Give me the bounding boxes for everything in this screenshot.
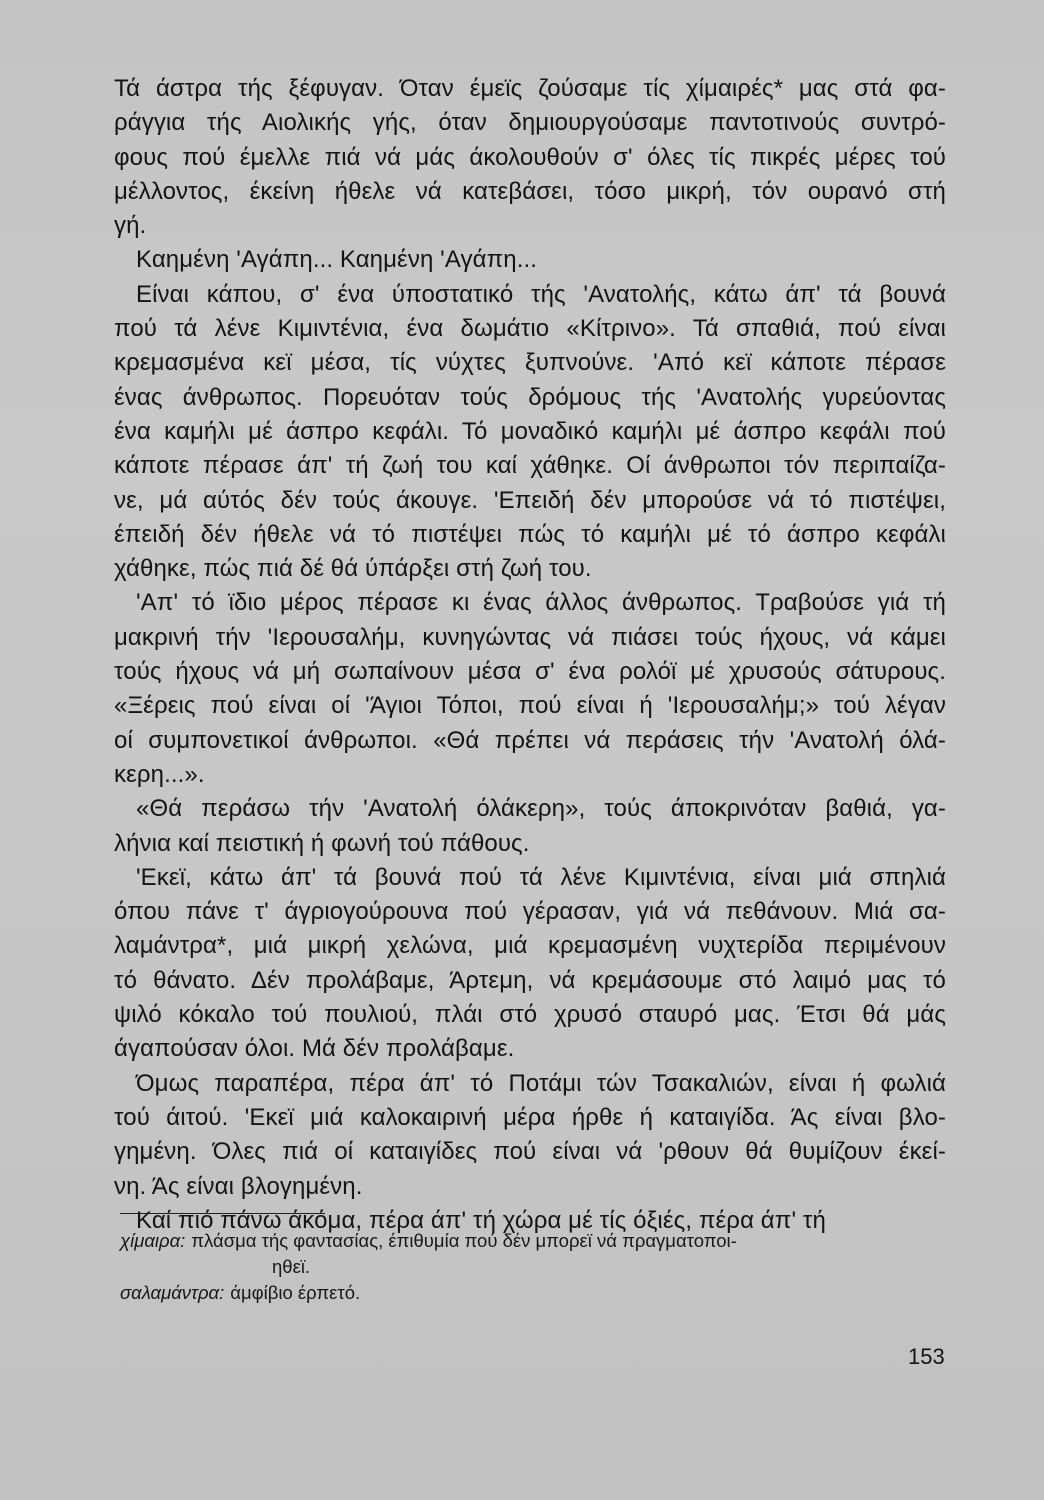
- body-text: [114, 72, 946, 1238]
- text-line: Όμως παραπέρα, πέρα άπ' τό Ποτάμι τών Τσακαλιών, είναι ή φωλιά: [136, 1069, 946, 1097]
- text-line: κάποτε πέρασε άπ' τή ζωή του καί χάθηκε. Οί άνθρωποι τόν περιπαίζα-: [114, 452, 946, 480]
- paragraph: [114, 792, 946, 861]
- footnote-term: χίμαιρα:: [120, 1230, 186, 1251]
- paragraph: [114, 1067, 946, 1204]
- text-line: γημένη. Όλες πιά οί καταιγίδες πού είναι νά 'ρθουν θά θυμίζουν έκεί-: [114, 1138, 946, 1166]
- text-line: τό θάνατο. Δέν προλάβαμε, Άρτεμη, νά κρεμάσουμε στό λαιμό μας τό: [114, 966, 946, 994]
- text-line: οί συμπονετικοί άνθρωποι. «Θά πρέπει νά περάσεις τήν 'Ανατολή όλά-: [114, 726, 946, 754]
- text-line: ράγγια τής Αιολικής γής, όταν δημιουργούσαμε παντοτινούς συντρό-: [114, 109, 946, 137]
- text-line: ένα καμήλι μέ άσπρο κεφάλι. Τό μοναδικό καμήλι μέ άσπρο κεφάλι πού: [114, 417, 946, 445]
- text-line: τού άιτού. 'Εκεϊ μιά καλοκαιρινή μέρα ήρθε ή καταιγίδα. Άς είναι βλο-: [114, 1103, 946, 1131]
- text-line: ψιλό κόκαλο τού πουλιού, πλάι στό χρυσό σταυρό μας. Έτσι θά μάς: [114, 1001, 946, 1029]
- text-line: 'Εκεϊ, κάτω άπ' τά βουνά πού τά λένε Κιμιντένια, είναι μιά σπηλιά: [136, 863, 946, 891]
- text-line: μακρινή τήν 'Ιερουσαλήμ, κυνηγώντας νά πιάσει τούς ήχους, νά κάμει: [114, 623, 946, 651]
- paragraph: [114, 278, 946, 587]
- text-line: άγαπούσαν όλοι. Μά δέν προλάβαμε.: [114, 1035, 515, 1063]
- text-line: Καί πιό πάνω άκόμα, πέρα άπ' τή χώρα μέ τίς όξιές, πέρα άπ' τή: [136, 1206, 826, 1234]
- paragraph: [114, 861, 946, 1067]
- text-line: «Θά περάσω τήν 'Ανατολή όλάκερη», τούς άποκρινόταν βαθιά, γα-: [136, 795, 946, 823]
- text-line: Τά άστρα τής ξέφυγαν. Όταν έμεϊς ζούσαμε τίς χίμαιρές* μας στά φα-: [114, 75, 946, 102]
- text-line: ένας άνθρωπος. Πορευόταν τούς δρόμους τής 'Ανατολής γυρεύοντας: [114, 383, 946, 411]
- paragraph: [114, 72, 946, 243]
- text-line: Είναι κάπου, σ' ένα ύποστατικό τής 'Ανατολής, κάτω άπ' τά βουνά: [136, 280, 946, 308]
- paragraph: [114, 586, 946, 792]
- text-line: μέλλοντος, έκείνη ήθελε νά κατεβάσει, τόσο μικρή, τόν ουρανό στή: [114, 177, 946, 205]
- text-line: λαμάντρα*, μιά μικρή χελώνα, μιά κρεμασμένη νυχτερίδα περιμένουν: [114, 932, 946, 960]
- text-line: χάθηκε, πώς πιά δέ θά ύπάρξει στή ζωή του.: [114, 555, 592, 583]
- footnote-definition: πλάσμα τής φαντασίας, έπιθυμία πού δέν μπορεϊ νά πραγματοποι-: [191, 1230, 737, 1251]
- text-line: γή.: [114, 212, 147, 240]
- text-line: όπου πάνε τ' άγριογούρουνα πού γέρασαν, γιά νά πεθάνουν. Μιά σα-: [114, 898, 946, 926]
- text-line: τούς ήχους νά μή σωπαίνουν μέσα σ' ένα ρολόϊ μέ χρυσούς σάτυρους.: [114, 658, 946, 686]
- footnotes: [120, 1228, 946, 1306]
- paragraph: [114, 243, 946, 277]
- text-line: πού τά λένε Κιμιντένια, ένα δωμάτιο «Κίτρινο». Τά σπαθιά, πού είναι: [114, 315, 946, 343]
- footnote: [120, 1228, 946, 1254]
- text-line: φους πού έμελλε πιά νά μάς άκολουθούν σ' όλες τίς πικρές μέρες τού: [114, 143, 946, 171]
- footnote-divider: [120, 1213, 325, 1214]
- text-line: νη. Άς είναι βλογημένη.: [114, 1172, 363, 1200]
- text-line: νε, μά αύτός δέν τούς άκουγε. 'Επειδή δέν μπορούσε νά τό πιστέψει,: [114, 486, 946, 514]
- text-line: κερη...».: [114, 760, 205, 788]
- footnote-continuation: ηθεϊ.: [272, 1256, 311, 1277]
- page-number: 153: [908, 1344, 945, 1369]
- text-line: λήνια καί πειστική ή φωνή τού πάθους.: [114, 829, 530, 857]
- text-line: 'Απ' τό ϊδιο μέρος πέρασε κι ένας άλλος άνθρωπος. Τραβούσε γιά τή: [136, 589, 946, 617]
- footnote-definition: άμφίβιο έρπετό.: [230, 1282, 361, 1303]
- text-line: έπειδή δέν ήθελε νά τό πιστέψει πώς τό καμήλι μέ τό άσπρο κεφάλι: [114, 520, 946, 548]
- footnote: [120, 1280, 946, 1306]
- text-line: «Ξέρεις πού είναι οί 'Άγιοι Τόποι, πού είναι ή 'Ιερουσαλήμ;» τού λέγαν: [114, 692, 946, 720]
- text-line: κρεμασμένα κεϊ μέσα, τίς νύχτες ξυπνούνε. 'Από κεϊ κάποτε πέρασε: [114, 349, 946, 377]
- footnote-term: σαλαμάντρα:: [120, 1282, 225, 1303]
- text-line: Καημένη 'Αγάπη... Καημένη 'Αγάπη...: [136, 246, 538, 274]
